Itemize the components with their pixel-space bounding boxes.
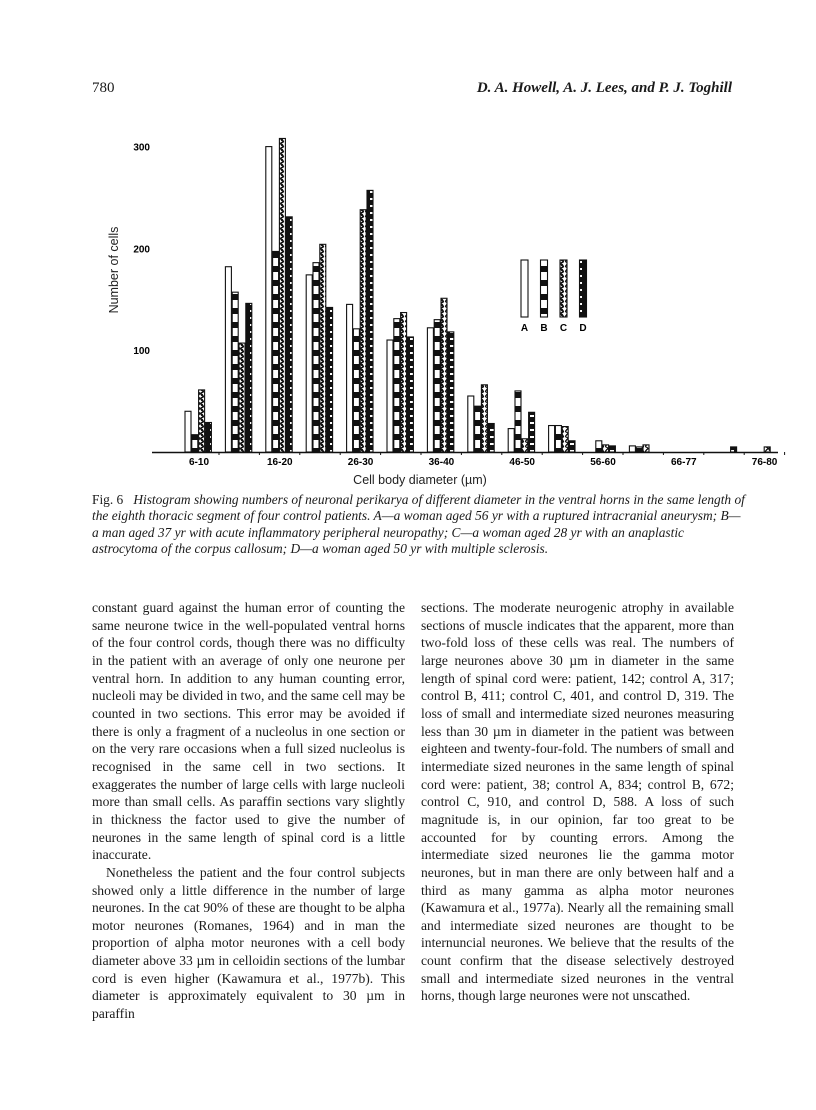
paragraph: Nonetheless the patient and the four control subjects showed only a little difference in the number of large neurones. In the cat 90% of these are thought to be alpha motor neurones (Romanes, 1964) and in man the proportion of alpha motor neurones with a cell body diameter above 33 µm in celloidin sections of the lumbar cord is even higher (Kawamura et al., 1977b). This diameter is approximately equivalent to 30 µm in paraffin bbox=[92, 864, 405, 1022]
bar-B-31-35 bbox=[394, 319, 400, 452]
bar-D-31-35 bbox=[407, 337, 413, 452]
bar-A-6-10 bbox=[185, 411, 191, 452]
y-tick-label: 200 bbox=[133, 244, 150, 256]
bar-A-41-45 bbox=[468, 396, 474, 452]
legend-swatch-B bbox=[541, 260, 548, 317]
legend-swatch-A bbox=[521, 260, 528, 317]
figure-label: Fig. 6 bbox=[92, 492, 124, 507]
bar-C-76-80 bbox=[764, 447, 770, 452]
body-column-left bbox=[92, 599, 405, 1023]
bar-C-16-20 bbox=[279, 138, 285, 452]
bar-D-41-45 bbox=[488, 423, 494, 452]
bar-B-26-30 bbox=[353, 329, 359, 452]
bar-A-46-50 bbox=[508, 429, 514, 452]
figure-caption-text: Histogram showing numbers of neuronal perikarya of different diameter in the ventral horns in the same length of the eighth thoracic segment of four control patients. A—a woman aged 56 yr with a ruptured intracranial aneurysm; B—a man aged 37 yr with acute inflammatory peripheral neuropathy; C—a woman aged 28 yr with an anaplastic astrocytoma of the corpus callosum; D—a woman aged 50 yr with multiple sclerosis. bbox=[92, 492, 745, 556]
bar-A-36-40 bbox=[427, 328, 433, 452]
legend-swatch-C bbox=[560, 260, 567, 317]
bar-A-16-20 bbox=[266, 147, 272, 452]
x-tick-label: 16-20 bbox=[267, 457, 293, 468]
bar-D-56-60 bbox=[609, 446, 615, 452]
bar-C-61-65 bbox=[643, 445, 649, 452]
bar-C-26-30 bbox=[360, 210, 366, 452]
paragraph: sections. The moderate neurogenic atrophy in available sections of muscle indicates that the apparent, more than two-fold loss of these cells was real. The numbers of large neurones above 30 µm in diameter in the same length of spinal cord were: patient, 142; control A, 317; control B, 411; control C, 401, and control D, 319. The loss of small and intermediate sized neurones measuring less than 30 µm in diameter in the patient was between eighteen and twenty-four-fold. The numbers of small and intermediate sized neurones in the same length of spinal cord were: patient, 38; control A, 834; control B, 672; control C, 910, and control D, 588. A loss of such magnitude is, in our opinion, far too great to be accounted for by counting errors. Among the intermediate sized neurones lie the gamma motor neurones, but in man there are only between half and a third as many gamma as alpha motor neurones (Kawamura et al., 1977a). Nearly all the remaining small and intermediate sized neurones are thought to be internuncial neurones. We believe that the results of the count confirm that the disease selectively destroyed small and intermediate sized neurones in the ventral horns, though large neurones were not unscathed. bbox=[421, 600, 734, 1004]
x-tick-label: 36-40 bbox=[428, 457, 455, 468]
bar-B-36-40 bbox=[434, 320, 440, 452]
bar-B-11-15 bbox=[232, 292, 238, 452]
paragraph: constant guard against the human error of counting the same neurone twice in the well-populated ventral horns of the four control cords, though there was no difficulty in the patient with an average of only one neurone per ventral horn. In addition to any human counting error, nucleoli may be divided in two, and the same cell may be counted in two sections. This error may be avoided if there is only a fragment of a nucleolus in one section or on the very rare occasions when a full sized nucleolus is recognised in the same cell in two sections. It exaggerates the number of large cells with large nucleoli more than small cells. As paraffin sections vary slightly in thickness the factor used to give the number of neurones in the same length of spinal cord is a little inaccurate. bbox=[92, 600, 405, 863]
figure-caption bbox=[92, 492, 747, 557]
bar-A-21-25 bbox=[306, 275, 312, 452]
bar-D-26-30 bbox=[367, 190, 373, 452]
legend-swatch-D bbox=[580, 260, 587, 317]
x-tick-label: 46-50 bbox=[509, 457, 535, 468]
bar-D-16-20 bbox=[286, 217, 292, 452]
legend-label: B bbox=[540, 323, 548, 334]
page-number: 780 bbox=[92, 80, 115, 96]
bar-B-41-45 bbox=[475, 406, 481, 452]
bar-D-21-25 bbox=[327, 307, 333, 452]
bar-D-46-50 bbox=[529, 412, 535, 452]
bar-C-41-45 bbox=[481, 385, 487, 452]
y-tick-label: 100 bbox=[133, 346, 150, 358]
x-tick-label: 26-30 bbox=[347, 457, 374, 468]
body-column-right bbox=[421, 599, 734, 1005]
chart-legend bbox=[521, 260, 587, 334]
bar-D-11-15 bbox=[246, 303, 252, 452]
bar-D-51-55 bbox=[569, 441, 575, 452]
bar-A-31-35 bbox=[387, 340, 393, 452]
bar-B-51-55 bbox=[555, 426, 561, 452]
bar-C-31-35 bbox=[401, 313, 407, 452]
bar-B-6-10 bbox=[192, 435, 198, 452]
bar-B-46-50 bbox=[515, 391, 521, 452]
x-tick-label: 56-60 bbox=[590, 457, 616, 468]
bar-C-6-10 bbox=[199, 390, 205, 452]
bar-D-36-40 bbox=[448, 332, 454, 452]
y-axis-label: Number of cells bbox=[107, 226, 121, 314]
bar-A-61-65 bbox=[629, 446, 635, 452]
bar-C-46-50 bbox=[522, 439, 528, 452]
bar-C-56-60 bbox=[603, 445, 609, 452]
bar-B-61-65 bbox=[636, 447, 642, 452]
x-tick-label: 6-10 bbox=[188, 457, 210, 468]
legend-label: A bbox=[520, 323, 529, 334]
bar-D-71-75 bbox=[731, 447, 737, 452]
bar-A-51-55 bbox=[549, 426, 555, 452]
legend-label: D bbox=[579, 323, 587, 334]
bar-B-16-20 bbox=[273, 251, 279, 452]
bar-D-6-10 bbox=[205, 422, 211, 452]
bar-C-51-55 bbox=[562, 427, 568, 452]
bar-B-56-60 bbox=[596, 441, 602, 452]
legend-label: C bbox=[559, 323, 568, 334]
bar-B-21-25 bbox=[313, 263, 319, 452]
running-header-authors: D. A. Howell, A. J. Lees, and P. J. Toghill bbox=[476, 80, 732, 96]
x-tick-label: 66-77 bbox=[671, 457, 697, 468]
bar-C-36-40 bbox=[441, 298, 447, 452]
histogram-chart bbox=[0, 0, 816, 490]
bar-C-21-25 bbox=[320, 244, 326, 452]
x-axis-label: Cell body diameter (µm) bbox=[353, 473, 487, 487]
y-tick-label: 300 bbox=[133, 142, 150, 154]
bar-A-11-15 bbox=[225, 267, 231, 452]
bar-C-11-15 bbox=[239, 343, 245, 452]
x-tick-label: 76-80 bbox=[751, 457, 778, 468]
bar-A-26-30 bbox=[347, 304, 353, 452]
